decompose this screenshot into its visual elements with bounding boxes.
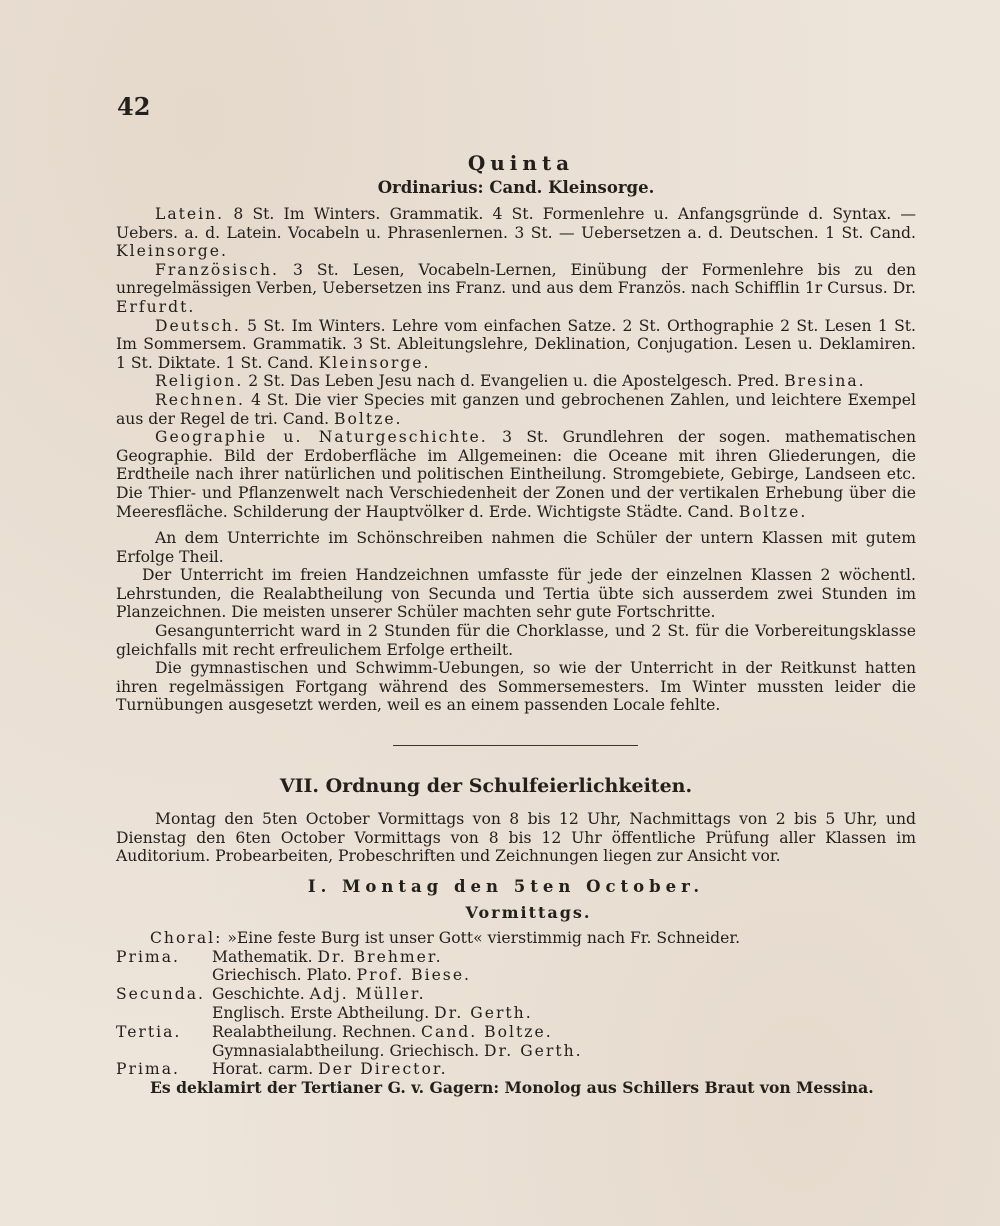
section-heading: VII. Ordnung der Schulfeierlichkeiten. [279,775,693,797]
teacher-name: Boltze. [738,502,808,521]
note-paragraph: Die gymnastischen und Schwimm-Uebungen, so wie der Unterricht in der Reitkunst hatten ihren regelmässigen Fortgang während des Sommersemesters. Im Winter mussten leider die Turnübungen ausgesetzt werden, weil es an einem passenden Locale fehlte. [116,659,916,715]
teacher-name: Boltze. [334,409,403,428]
deutsch-paragraph [116,317,916,373]
program-row [116,948,916,967]
program-teacher: Der Director. [318,1060,448,1079]
quinta-section [116,150,916,715]
program-class: Prima. [116,1060,180,1079]
program-row [116,1060,916,1079]
franz-paragraph [116,261,916,317]
geo-paragraph [116,428,916,521]
program-subject: Gymnasialabtheilung. Griechisch. [212,1041,480,1060]
note-paragraph: Gesangunterricht ward in 2 Stunden für die Chorklasse, und 2 St. für die Vorbereitungsklasse gleichfalls mit recht erfreulichem Erfolge ertheilt. [116,622,916,659]
religion-paragraph [116,372,916,391]
day-heading: I. Montag den 5ten October. [307,876,705,896]
closing-line: Es deklamirt der Tertianer G. v. Gagern: Monolog aus Schillers Braut von Messina. [150,1078,874,1098]
program-class [116,1004,212,1023]
latein-text: 8 St. Im Winters. Grammatik. 4 St. Formenlehre u. Anfangsgründe d. Syntax. — Uebers. a. d. Latein. Vocabeln u. Phrasenlernen. 3 St. — Uebersetzen a. d. Deutschen. 1 St. Cand. [116,205,916,242]
program-teacher: Cand. Boltze. [421,1022,553,1041]
program-class: Tertia. [116,1022,182,1041]
section-divider [393,745,638,746]
franz-text: 3 St. Lesen, Vocabeln-Lernen, Einübung der Formenlehre bis zu den unregelmässigen Verben, Uebersetzen ins Franz. und aus dem Französ. nach Schifflin 1r Cursus. Dr. [116,260,916,298]
program-subject: Griechisch. Plato. [212,966,352,985]
note-paragraph: Der Unterricht im freien Handzeichnen umfasste für jede der einzelnen Klassen 2 wöchentl. Lehrstunden, die Realabtheilung von Secunda und Tertia übte sich ausserdem zwei Stunden im Planzeichnen. Die meisten unserer Schüler machten sehr gute Fortschritte. [116,566,916,622]
program-subject: Geschichte. [212,985,305,1004]
program-subject: Realabtheilung. Rechnen. [212,1022,417,1041]
page-number: 42 [117,92,151,121]
deutsch-text: 5 St. Im Winters. Lehre vom einfachen Satze. 2 St. Orthographie 2 St. Lesen 1 St. Im Sommersem. Grammatik. 3 St. Ableitungslehre, Deklination, Conjugation. Lesen u. Deklamiren. 1 St. Diktate. 1 St. Cand. [116,316,916,372]
program-list [116,929,916,1098]
religion-text: 2 St. Das Leben Jesu nach d. Evangelien u. die Apostelgesch. Pred. [248,372,780,391]
program-class: Secunda. [116,985,205,1004]
rechnen-paragraph [116,391,916,428]
program-subject: Mathematik. [212,947,313,966]
geo-text: 3 St. Grundlehren der sogen. mathematischen Geographie. Bild der Erdoberfläche im Allgemeinen: die Oceane mit ihren Gliederungen, die Erdtheile nach ihrer natürlichen und politischen Eintheilung. Stromgebiete, Gebirge, Landseen etc. Die Thier- und Pflanzenwelt nach Verschiedenheit der Zonen und der vertikalen Erhebung über die Meeresfläche. Schilderung der Hauptvölker d. Erde. Wichtigste Städte. Cand. [116,428,916,521]
intro-paragraph: Montag den 5ten October Vormittags von 8 bis 12 Uhr, Nachmittags von 2 bis 5 Uhr, und Dienstag den 6ten October Vormittags von 8 bis 12 Uhr öffentliche Prüfung aller Klassen im Auditorium. Probearbeiten, Probeschriften und Zeichnungen liegen zur Ansicht vor. [116,810,916,866]
program-row [116,1042,916,1061]
teacher-name: Erfurdt. [116,297,196,316]
note-paragraph: An dem Unterrichte im Schönschreiben nahmen die Schüler der untern Klassen mit gutem Erfolge Theil. [116,529,916,566]
subject-latein: Latein. [155,205,225,223]
program-class [116,966,212,985]
subject-franz: Französisch. [155,260,279,279]
choral-line [116,929,916,948]
program-class [116,1042,212,1061]
program-subject: Horat. carm. [212,1060,314,1079]
teacher-name: Kleinsorge. [116,242,228,261]
ordinarius-line: Ordinarius: Cand. Kleinsorge. [377,178,655,197]
subject-rechnen: Rechnen. [155,390,246,409]
program-class: Prima. [116,947,180,966]
program-row [116,966,916,985]
time-heading: Vormittags. [465,902,592,922]
teacher-name: Bresina. [784,372,866,391]
subject-deutsch: Deutsch. [155,316,241,335]
teacher-name: Kleinsorge. [318,353,431,372]
program-teacher: Dr. Gerth. [484,1041,583,1060]
spacer [116,521,916,529]
program-row [116,1023,916,1042]
subject-religion: Religion. [155,372,244,391]
subject-geo: Geographie u. Naturgeschichte. [155,428,488,447]
program-teacher: Prof. Biese. [356,966,471,985]
program-teacher: Adj. Müller. [309,985,426,1004]
section-vii [116,774,916,1098]
program-row [116,1004,916,1023]
rechnen-text: 4 St. Die vier Species mit ganzen und gebrochenen Zahlen, und leichtere Exempel aus der Regel de tri. Cand. [116,390,916,428]
program-row [116,985,916,1004]
quinta-title: Quinta [467,151,575,175]
program-teacher: Dr. Brehmer. [317,947,443,966]
choral-label: Choral: [150,928,223,947]
choral-text: »Eine feste Burg ist unser Gott« vierstimmig nach Fr. Schneider. [227,928,741,947]
latein-paragraph [116,205,916,261]
program-teacher: Dr. Gerth. [434,1003,533,1022]
program-subject: Englisch. Erste Abtheilung. [212,1003,430,1022]
